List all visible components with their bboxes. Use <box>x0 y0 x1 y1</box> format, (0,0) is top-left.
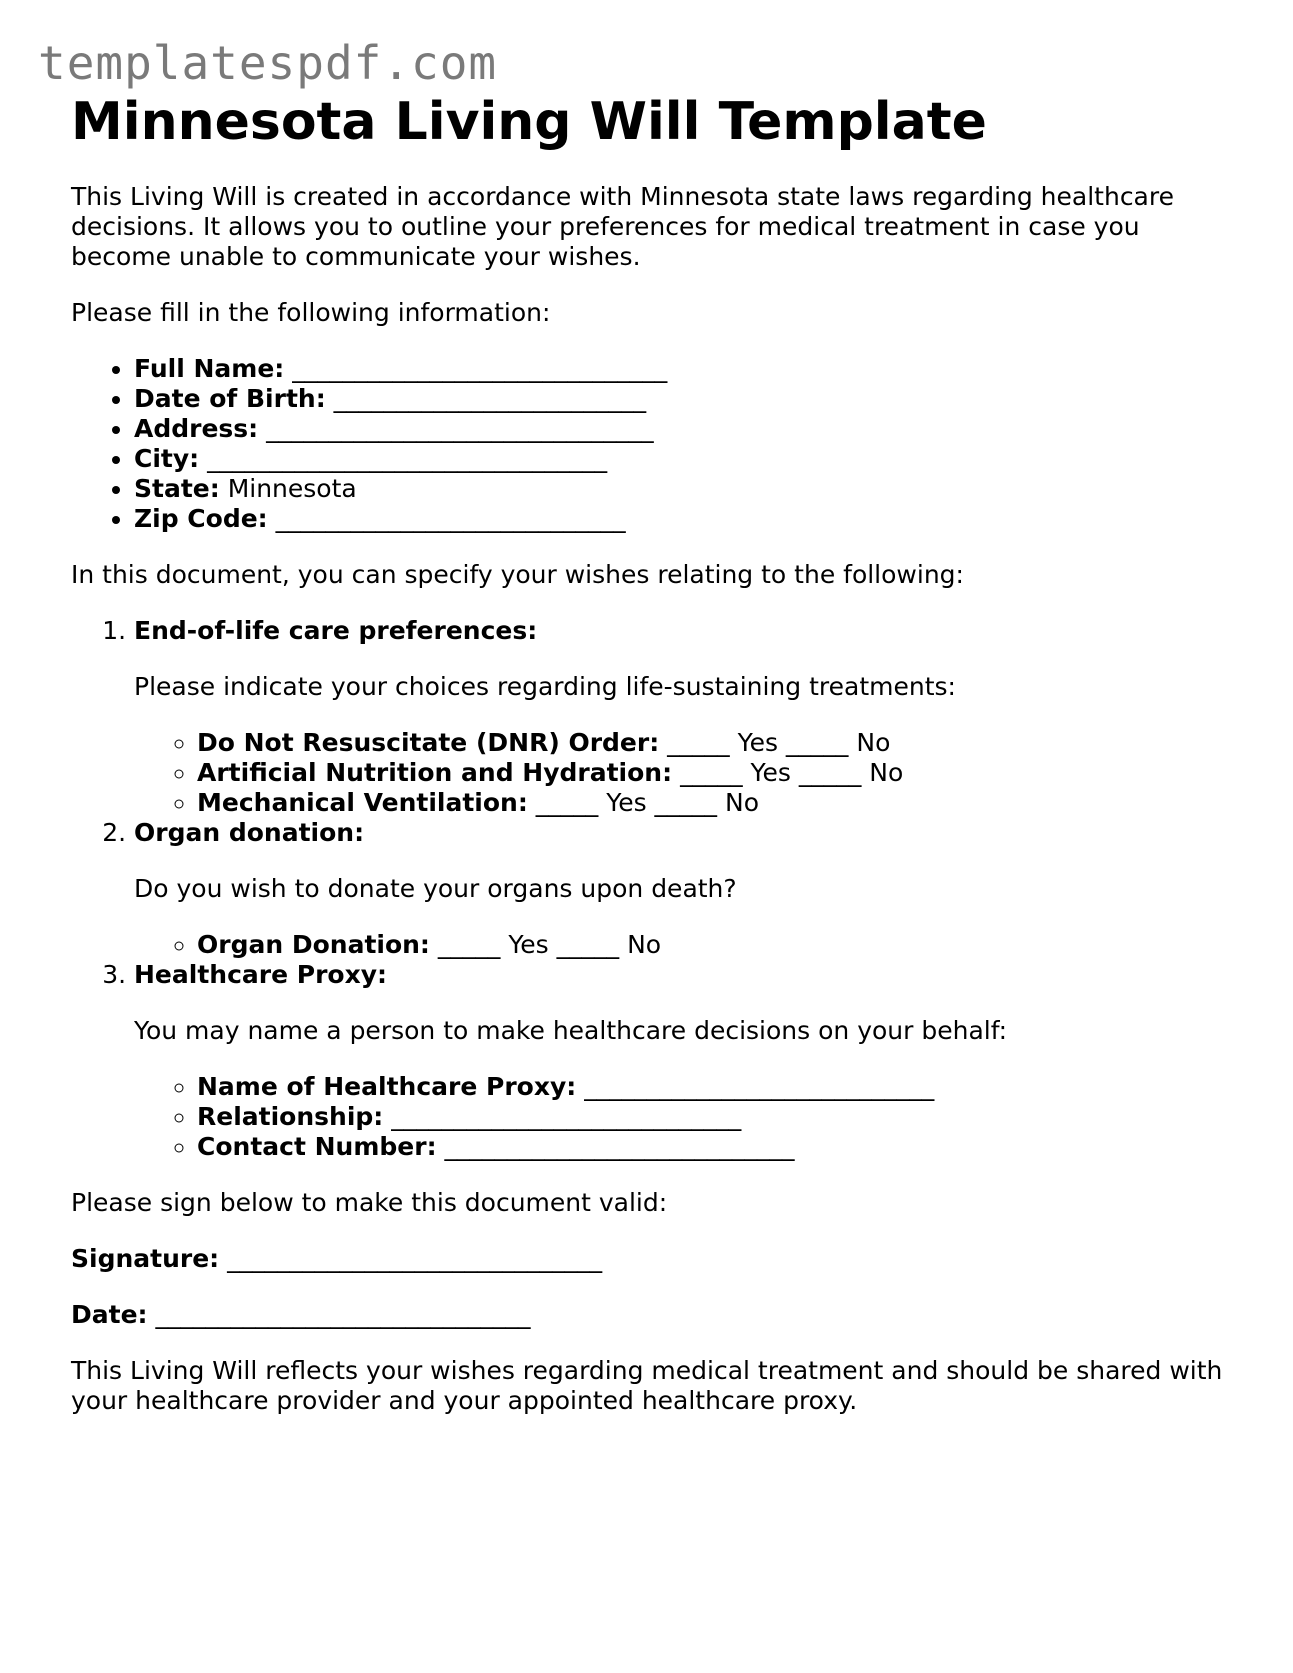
section-organ-donation <box>134 818 1231 960</box>
section-healthcare-proxy <box>134 960 1231 1162</box>
field-label: Full Name: <box>134 354 285 383</box>
address-field[interactable]: _______________________________ <box>266 414 654 443</box>
state-value: Minnesota <box>227 474 357 503</box>
option-label: Relationship: <box>197 1102 384 1131</box>
section-prompt: You may name a person to make healthcare decisions on your behalf: <box>134 1016 1008 1045</box>
option-mechanical-ventilation <box>197 788 1231 818</box>
dnr-choice-field[interactable]: _____ Yes _____ No <box>667 728 891 757</box>
option-label: Artificial Nutrition and Hydration: <box>197 758 673 787</box>
field-label: City: <box>134 444 200 473</box>
field-label: State: <box>134 474 220 503</box>
field-state <box>134 474 1231 504</box>
city-field[interactable]: ________________________________ <box>207 444 608 473</box>
signature-label: Signature: <box>71 1244 220 1273</box>
nutrition-choice-field[interactable]: _____ Yes _____ No <box>680 758 904 787</box>
proxy-relationship-row <box>197 1102 1231 1132</box>
field-label: Zip Code: <box>134 504 268 533</box>
proxy-relationship-field[interactable]: ____________________________ <box>391 1102 742 1131</box>
signature-field[interactable]: ______________________________ <box>227 1244 603 1273</box>
intro-paragraph: This Living Will is created in accordance with Minnesota state laws regarding healthcare decisions. It allows you to outline your preferences for medical treatment in case you become unable to communicate your wishes. <box>71 182 1174 271</box>
organ-donation-options <box>134 930 1231 960</box>
proxy-name-row <box>197 1072 1231 1102</box>
option-label: Do Not Resuscitate (DNR) Order: <box>197 728 660 757</box>
option-label: Organ Donation: <box>197 930 430 959</box>
option-nutrition-hydration <box>197 758 1231 788</box>
section-prompt: Do you wish to donate your organs upon death? <box>134 874 737 903</box>
field-city <box>134 444 1231 474</box>
option-organ-donation <box>197 930 1231 960</box>
date-label: Date: <box>71 1300 148 1329</box>
section-end-of-life <box>134 616 1231 818</box>
sign-prompt: Please sign below to make this document valid: <box>71 1188 668 1217</box>
zip-code-field[interactable]: ____________________________ <box>275 504 626 533</box>
section-prompt: Please indicate your choices regarding life-sustaining treatments: <box>134 672 956 701</box>
field-address <box>134 414 1231 444</box>
proxy-contact-row <box>197 1132 1231 1162</box>
option-label: Name of Healthcare Proxy: <box>197 1072 577 1101</box>
full-name-field[interactable]: ______________________________ <box>292 354 668 383</box>
fill-prompt: Please fill in the following information: <box>71 298 551 327</box>
end-of-life-options <box>134 728 1231 818</box>
signature-row <box>71 1244 1231 1274</box>
ventilation-choice-field[interactable]: _____ Yes _____ No <box>535 788 759 817</box>
field-date-of-birth <box>134 384 1231 414</box>
field-full-name <box>134 354 1231 384</box>
closing-paragraph: This Living Will reflects your wishes regarding medical treatment and should be shared with your healthcare provider and your appointed healthcare proxy. <box>71 1356 1223 1415</box>
date-of-birth-field[interactable]: _________________________ <box>333 384 647 413</box>
option-label: Mechanical Ventilation: <box>197 788 528 817</box>
option-dnr <box>197 728 1231 758</box>
proxy-contact-field[interactable]: ____________________________ <box>444 1132 795 1161</box>
personal-info-list <box>71 354 1231 534</box>
watermark: templatespdf.com <box>38 36 498 90</box>
proxy-name-field[interactable]: ____________________________ <box>584 1072 935 1101</box>
organ-donation-choice-field[interactable]: _____ Yes _____ No <box>437 930 662 959</box>
field-label: Address: <box>134 414 259 443</box>
section-heading: Healthcare Proxy: <box>134 960 387 989</box>
wishes-intro: In this document, you can specify your wishes relating to the following: <box>71 560 964 589</box>
field-zip-code <box>134 504 1231 534</box>
field-label: Date of Birth: <box>134 384 326 413</box>
option-label: Contact Number: <box>197 1132 437 1161</box>
document-page <box>71 88 1231 1416</box>
page-title: Minnesota Living Will Template <box>71 92 987 152</box>
date-field[interactable]: ______________________________ <box>155 1300 531 1329</box>
section-heading: End-of-life care preferences: <box>134 616 538 645</box>
section-heading: Organ donation: <box>134 818 365 847</box>
healthcare-proxy-fields <box>134 1072 1231 1162</box>
wishes-sections <box>71 616 1231 1162</box>
date-row <box>71 1300 1231 1330</box>
